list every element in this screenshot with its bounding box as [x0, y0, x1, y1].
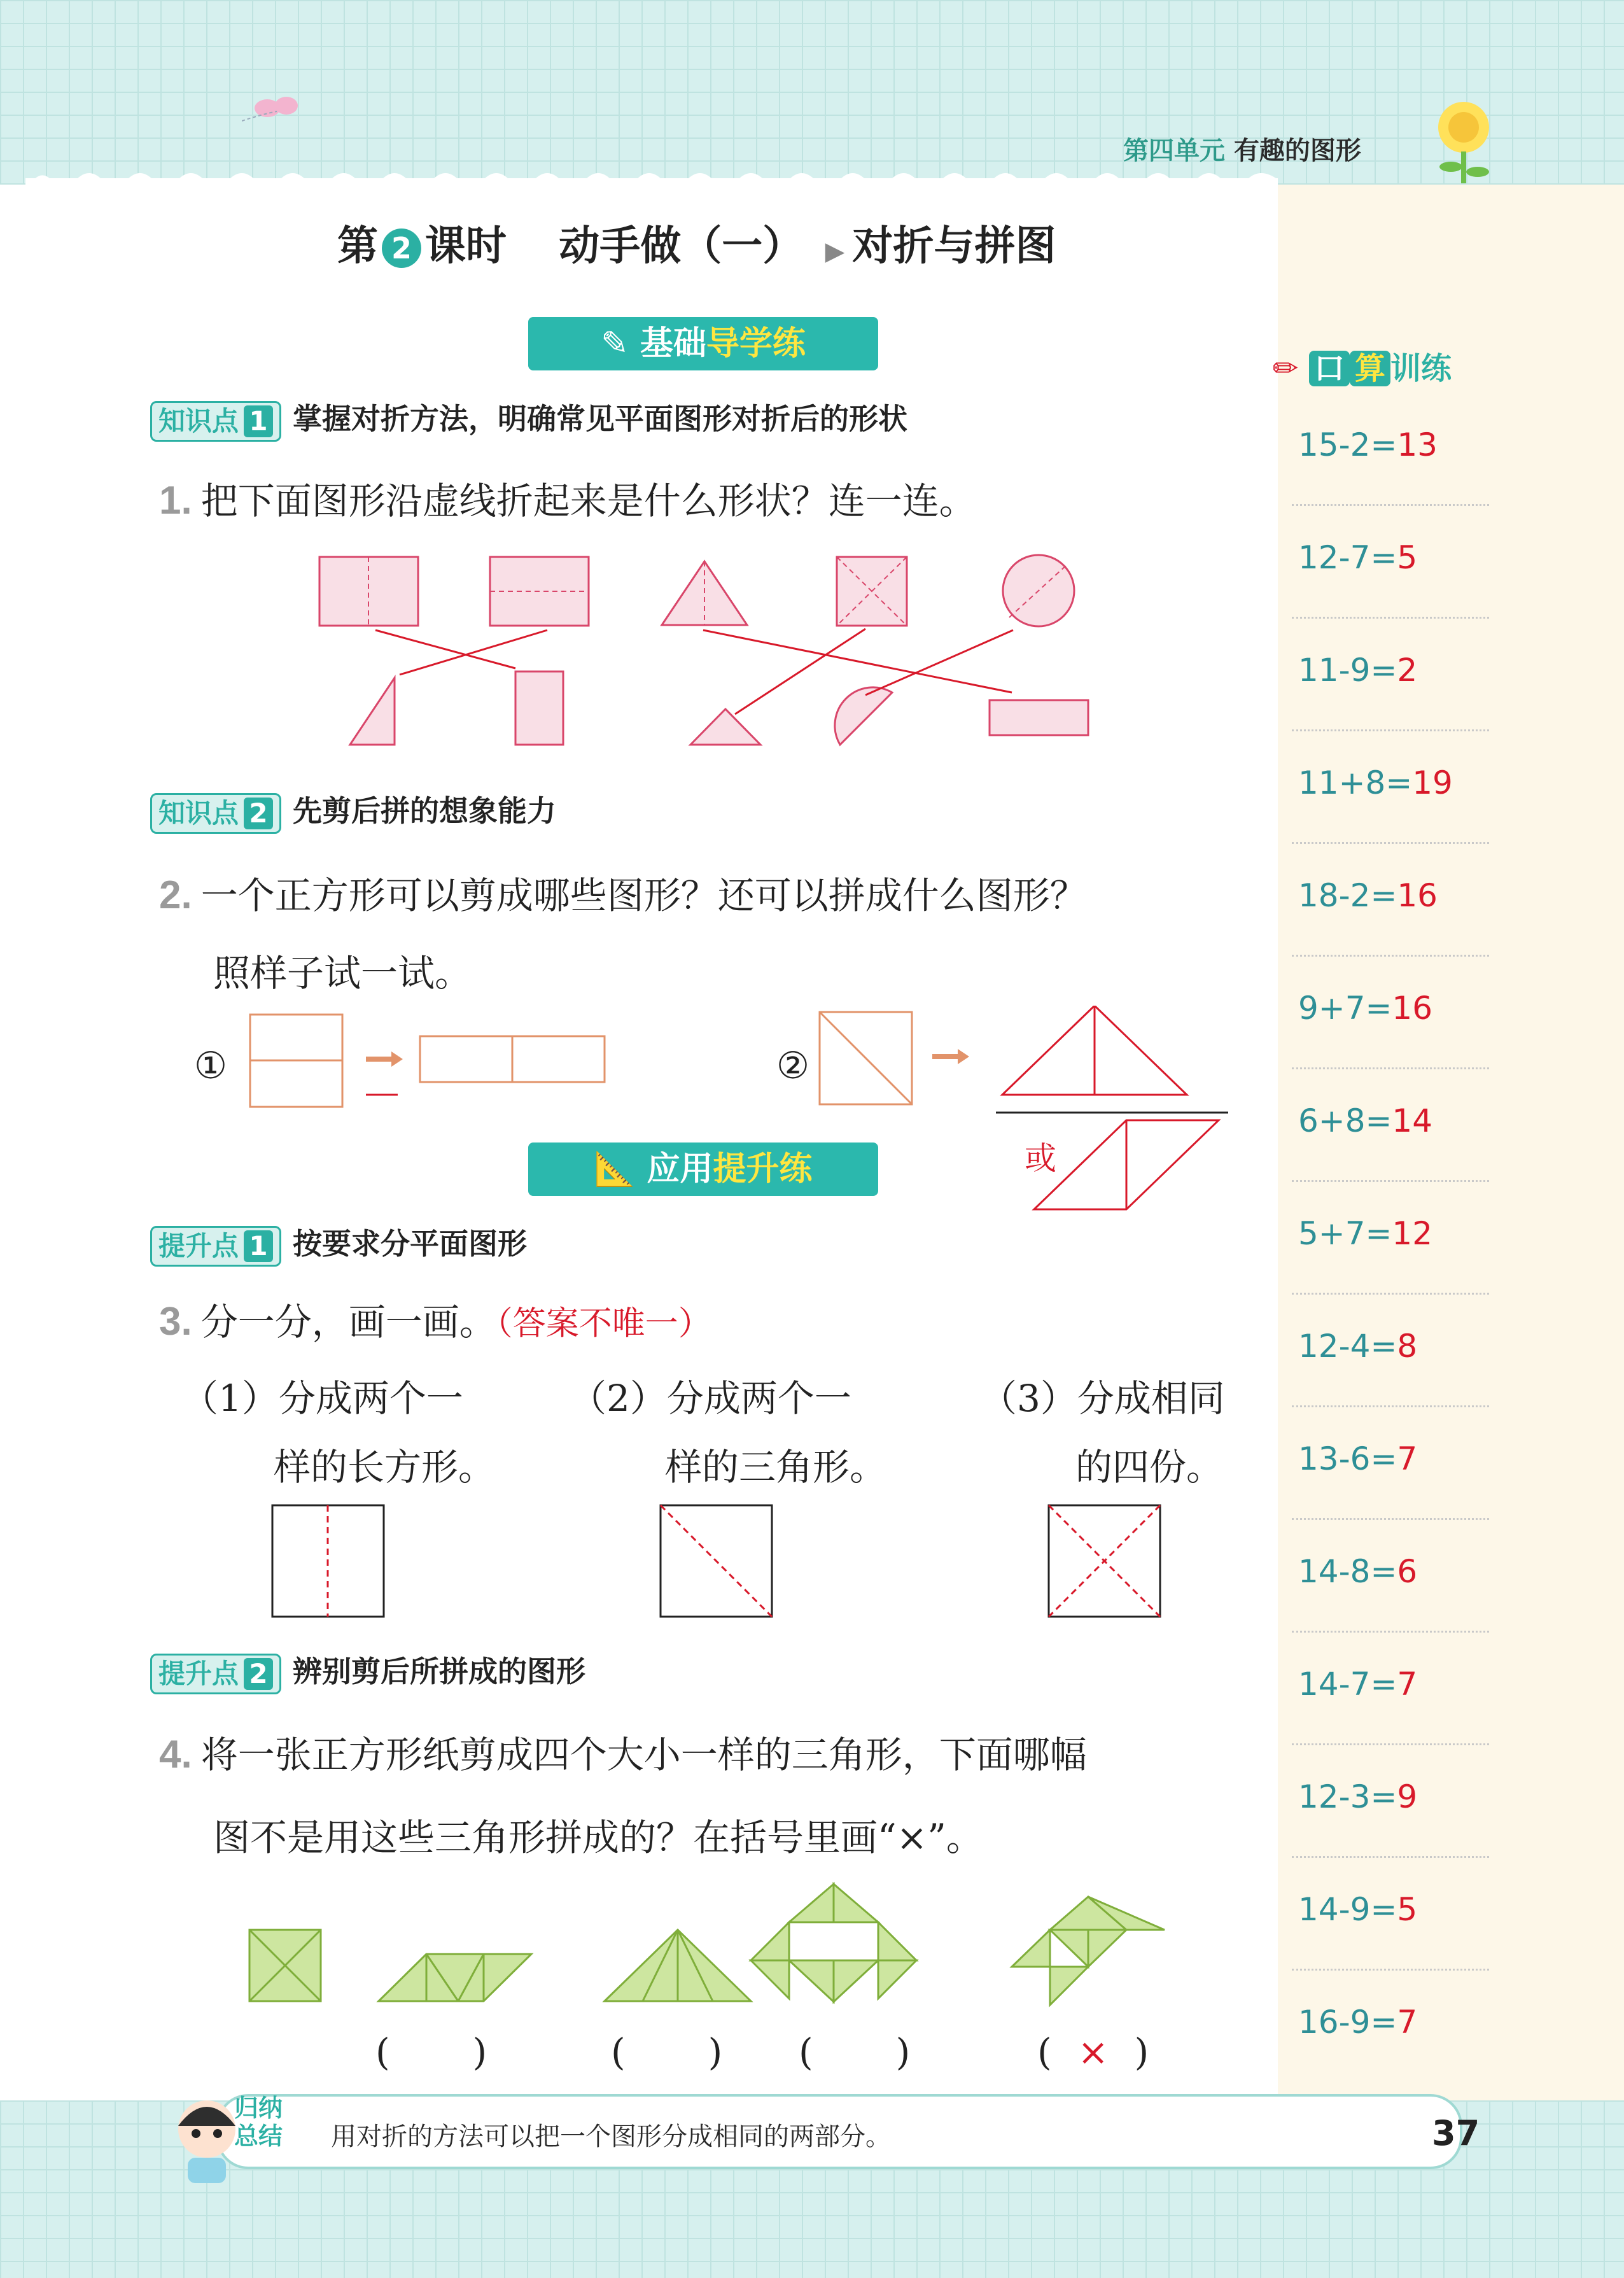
math-expression: 9+7= [1298, 990, 1392, 1027]
q4-answer-2[interactable]: ( ) [611, 2030, 723, 2074]
wave-edge [25, 167, 1278, 192]
divider [1292, 1293, 1489, 1295]
q4-option-4 [834, 1884, 878, 1922]
q1-answer-semicircle [835, 687, 892, 745]
question-3: 3. 分一分，画一画。（答案不唯一） [159, 1300, 711, 1344]
mental-math-item [1298, 2004, 1417, 2041]
math-answer: 5 [1397, 1891, 1418, 1928]
q2-or-label: 或 [1025, 1140, 1056, 1177]
q1-answer-tall-rect [515, 671, 563, 745]
math-answer: 2 [1397, 652, 1418, 689]
knowledge-point-1: 知识点 1 掌握对折方法，明确常见平面图形对折后的形状 [150, 396, 907, 442]
math-expression: 11+8= [1298, 764, 1413, 801]
q4-answer-1[interactable]: ( ) [375, 2030, 487, 2074]
math-expression: 5+7= [1298, 1215, 1392, 1252]
math-answer: 16 [1397, 877, 1438, 914]
mental-math-item [1298, 1553, 1417, 1590]
q3-part1-b: 样的长方形。 [274, 1445, 496, 1489]
mental-math-item [1298, 990, 1432, 1027]
q3-part2-a: （2）分成两个一 [570, 1377, 851, 1420]
math-expression: 12-4= [1298, 1328, 1397, 1365]
q4-figures [242, 1878, 1196, 2024]
mental-math-item [1298, 539, 1417, 576]
mental-math-item [1298, 1891, 1417, 1928]
q1-figures [305, 547, 1107, 751]
math-answer: 7 [1397, 1666, 1418, 1703]
q3-part3-a: （3）分成相同 [980, 1377, 1225, 1420]
question-4-line2: 图不是用这些三角形拼成的？在括号里画“×”。 [213, 1816, 983, 1859]
math-expression: 12-7= [1298, 539, 1397, 576]
mental-math-item [1298, 426, 1438, 463]
divider [1292, 1743, 1489, 1745]
summary-text: 用对折的方法可以把一个图形分成相同的两部分。 [331, 2122, 891, 2151]
arrow-right-icon [366, 1049, 969, 1067]
mental-math-item [1298, 1102, 1432, 1139]
divider [1292, 955, 1489, 957]
math-expression: 6+8= [1298, 1102, 1392, 1139]
math-expression: 14-8= [1298, 1553, 1397, 1590]
math-answer: 8 [1397, 1328, 1418, 1365]
divider [1292, 729, 1489, 731]
lesson-title: 第 2 课时 动手做（一） ▶ 对折与拼图 [337, 223, 1056, 270]
section-banner-basic: ✎ 基础导学练 [528, 317, 878, 370]
q3-part2-b: 样的三角形。 [665, 1445, 887, 1489]
math-answer: 13 [1397, 426, 1438, 463]
mental-math-item [1298, 1666, 1417, 1703]
math-expression: 14-9= [1298, 1891, 1397, 1928]
summary-tag: 归纳 总结 [234, 2094, 283, 2150]
math-expression: 16-9= [1298, 2004, 1397, 2041]
triangle-arrow-icon: ▶ [825, 237, 845, 266]
math-answer: 7 [1397, 1440, 1418, 1477]
math-expression: 14-7= [1298, 1666, 1397, 1703]
math-answer: 19 [1412, 764, 1453, 801]
unit-label: 第四单元 有趣的图形 [1123, 136, 1361, 165]
mental-math-item [1298, 877, 1438, 914]
math-answer: 16 [1392, 990, 1433, 1027]
q4-answer-3[interactable]: ( ) [799, 2030, 911, 2074]
butterfly-icon [242, 83, 318, 134]
math-answer: 9 [1397, 1778, 1418, 1815]
question-2-line2: 照样子试一试。 [213, 952, 472, 995]
q4-option-2 [379, 1954, 531, 2001]
math-expression: 12-3= [1298, 1778, 1397, 1815]
divider [1292, 1067, 1489, 1069]
q3-part3-b: 的四份。 [1075, 1445, 1224, 1489]
q3-answer-lines [328, 1505, 1160, 1617]
mental-math-item [1298, 1778, 1417, 1815]
sidebar-title: ✏ 口 算 训练 [1273, 351, 1452, 386]
q4-answer-4[interactable]: ( × ) [1037, 2030, 1149, 2074]
divider [1292, 1405, 1489, 1407]
mental-math-item [1298, 1215, 1432, 1252]
section-banner-advanced: 📐 应用提升练 [528, 1143, 878, 1196]
mental-math-item [1298, 652, 1417, 689]
math-expression: 11-9= [1298, 652, 1397, 689]
math-answer: 6 [1397, 1553, 1418, 1590]
mental-math-item [1298, 1328, 1417, 1365]
q1-answer-flat-rect [990, 700, 1088, 735]
child-mascot-icon [172, 2094, 242, 2183]
divider [1292, 1969, 1489, 1971]
divider [1292, 1180, 1489, 1182]
pencil-icon: ✏ [1273, 351, 1299, 386]
divider [1292, 504, 1489, 506]
compass-icon: ✎ [601, 325, 629, 363]
math-answer: 12 [1392, 1215, 1433, 1252]
q3-squares [267, 1502, 1171, 1623]
mental-math-item [1298, 764, 1453, 801]
math-expression: 15-2= [1298, 426, 1397, 463]
divider [1292, 1856, 1489, 1858]
q1-answer-small-triangle [690, 709, 760, 745]
math-answer: 5 [1397, 539, 1418, 576]
question-2-line1: 2. 一个正方形可以剪成哪些图形？还可以拼成什么图形？ [159, 873, 1087, 917]
page-number: 37 [1432, 2113, 1480, 2153]
question-4-line1: 4. 将一张正方形纸剪成四个大小一样的三角形，下面哪幅 [159, 1733, 1087, 1776]
advanced-point-2: 提升点 2 辨别剪后所拼成的图形 [150, 1649, 585, 1694]
math-answer: 7 [1397, 2004, 1418, 2041]
q2-marker-2: ② [776, 1044, 809, 1087]
divider [1292, 617, 1489, 619]
divider [1292, 842, 1489, 844]
ruler-icon: 📐 [594, 1150, 636, 1188]
divider [1292, 1518, 1489, 1520]
mental-math-item [1298, 1440, 1417, 1477]
q2-marker-1: ① [194, 1044, 227, 1087]
q1-answer-lines [375, 629, 1013, 714]
math-expression: 18-2= [1298, 877, 1397, 914]
q1-answer-right-triangle [350, 678, 395, 745]
knowledge-point-2: 知识点 2 先剪后拼的想象能力 [150, 788, 556, 834]
advanced-point-1: 提升点 1 按要求分平面图形 [150, 1221, 527, 1267]
sunflower-icon [1432, 95, 1502, 185]
lesson-number: 2 [382, 229, 421, 268]
math-answer: 14 [1392, 1102, 1433, 1139]
q3-part1-a: （1）分成两个一 [181, 1377, 463, 1420]
question-1: 1. 把下面图形沿虚线折起来是什么形状？连一连。 [159, 479, 976, 523]
math-expression: 13-6= [1298, 1440, 1397, 1477]
divider [1292, 1631, 1489, 1633]
